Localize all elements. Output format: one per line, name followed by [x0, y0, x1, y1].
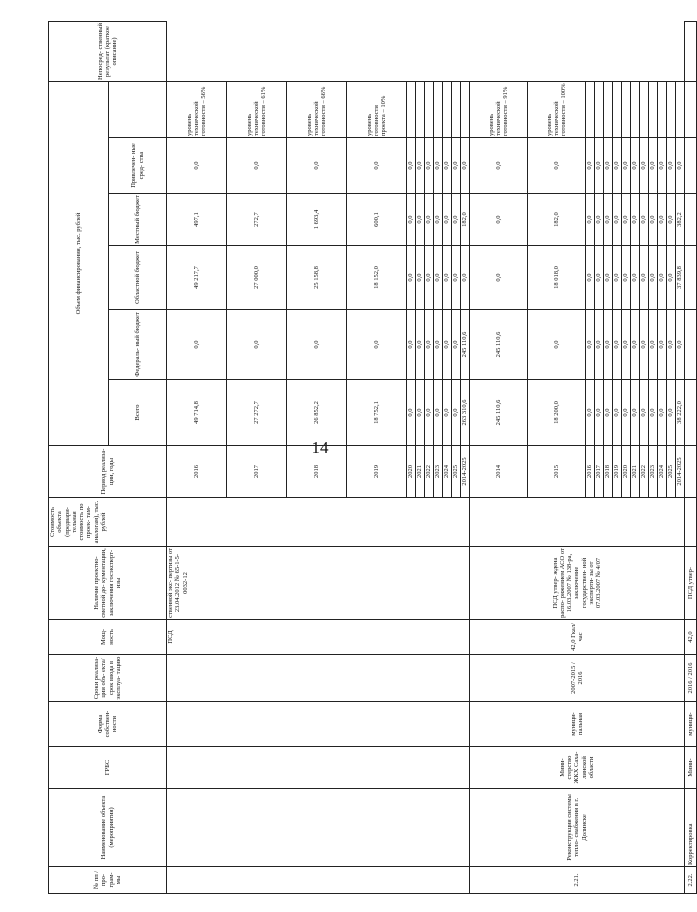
capacity: 42,0 Гкал/час: [470, 620, 685, 655]
cell-total: 0,0: [640, 380, 649, 446]
cell-result: [658, 82, 667, 138]
object-name: Реконструкция системы тепло- снабжения в г. Долинске: [470, 789, 685, 867]
cell-attracted: 0,0: [667, 138, 676, 194]
grbs: Мини-: [685, 747, 697, 789]
cell-regional: 0,0: [622, 246, 631, 310]
cell-regional: 0,0: [649, 246, 658, 310]
cell-period: 2021: [416, 446, 425, 498]
cell-attracted: 0,0: [452, 138, 461, 194]
cell-local: 0,0: [586, 194, 595, 246]
row-number: 2.21.: [470, 867, 685, 894]
cell-total: 0,0: [434, 380, 443, 446]
cell-period: 2017: [595, 446, 604, 498]
cell-period: 2018: [604, 446, 613, 498]
cell-federal: 0,0: [667, 310, 676, 380]
cell-federal: 0,0: [347, 310, 407, 380]
cell-local: 0,0: [434, 194, 443, 246]
cell-attracted: 0,0: [167, 138, 227, 194]
cell-period: 2014-2025: [676, 446, 685, 498]
cell-total: 18 200,0: [528, 380, 586, 446]
header-capacity: Мощ- ность: [49, 620, 167, 655]
cell-period: 2019: [347, 446, 407, 498]
cell-period: 2025: [452, 446, 461, 498]
cell-empty: [685, 82, 697, 138]
header-ownership: Форма собствен- ности: [49, 702, 167, 747]
carry-name: [167, 789, 470, 867]
cell-local: 0,0: [416, 194, 425, 246]
cell-period: 2022: [425, 446, 434, 498]
cell-empty: [685, 138, 697, 194]
cell-attracted: 0,0: [347, 138, 407, 194]
cell-federal: 0,0: [649, 310, 658, 380]
cell-local: 0,0: [452, 194, 461, 246]
cell-result: [416, 82, 425, 138]
cell-result: [461, 82, 470, 138]
cell-regional: 0,0: [640, 246, 649, 310]
cell-local: 0,0: [622, 194, 631, 246]
cell-total: 0,0: [586, 380, 595, 446]
page-number: 14: [311, 438, 329, 457]
cell-total: 0,0: [595, 380, 604, 446]
cell-period: 2023: [649, 446, 658, 498]
cell-period: 2023: [434, 446, 443, 498]
cell-attracted: 0,0: [443, 138, 452, 194]
cell-total: 38 222,0: [676, 380, 685, 446]
header-result: Непосред- ственный результат (краткое описание): [49, 22, 167, 82]
cell-federal: 0,0: [452, 310, 461, 380]
cell-attracted: 0,0: [613, 138, 622, 194]
cell-empty: [685, 446, 697, 498]
cell-period: 2015: [528, 446, 586, 498]
cell-regional: 0,0: [452, 246, 461, 310]
cell-total: 0,0: [425, 380, 434, 446]
cell-total: 0,0: [604, 380, 613, 446]
cell-total: 0,0: [667, 380, 676, 446]
cell-total: 18 752,1: [347, 380, 407, 446]
cell-attracted: 0,0: [227, 138, 287, 194]
cell-attracted: 0,0: [407, 138, 416, 194]
cell-total: 245 110,6: [470, 380, 528, 446]
cell-local: 0,0: [640, 194, 649, 246]
cell-federal: 0,0: [622, 310, 631, 380]
cell-total: 0,0: [613, 380, 622, 446]
cell-result: уровень технической готовности – 56%: [167, 82, 227, 138]
terms: 2007-2015 / 2016: [470, 655, 685, 702]
cell-federal: 0,0: [407, 310, 416, 380]
cell-federal: 0,0: [631, 310, 640, 380]
cell-regional: 0,0: [407, 246, 416, 310]
carry-psd: ственной экс- пертизы от 23.04.2012 № 65-1-5-0032-12: [167, 547, 470, 620]
header-grbs: ГРБС: [49, 747, 167, 789]
cell-total: 0,0: [452, 380, 461, 446]
cell-empty: [685, 498, 697, 547]
cell-regional: 0,0: [658, 246, 667, 310]
cell-total: 49 714,8: [167, 380, 227, 446]
cell-attracted: 0,0: [287, 138, 347, 194]
cell-regional: 27 000,0: [227, 246, 287, 310]
table-row-2-21: [470, 22, 528, 894]
cell-local: 0,0: [649, 194, 658, 246]
cell-attracted: 0,0: [470, 138, 528, 194]
cell-period: 2021: [631, 446, 640, 498]
cell-federal: 0,0: [613, 310, 622, 380]
cell-result: уровень технической готовности – 66%: [287, 82, 347, 138]
cell-attracted: 0,0: [528, 138, 586, 194]
cell-regional: 0,0: [604, 246, 613, 310]
ownership: муници-: [685, 702, 697, 747]
cell-total: 0,0: [416, 380, 425, 446]
cell-regional: 49 217,7: [167, 246, 227, 310]
cell-period: 2014: [470, 446, 528, 498]
cell-federal: 0,0: [528, 310, 586, 380]
header-period: Период реализа- ции, годы: [49, 446, 167, 498]
cell-total: 0,0: [407, 380, 416, 446]
cell-total: 27 272,7: [227, 380, 287, 446]
cell-federal: 245 110,6: [461, 310, 470, 380]
cell-regional: 0,0: [416, 246, 425, 310]
cell-attracted: 0,0: [434, 138, 443, 194]
cell-result: уровень технической готовности – 91%: [470, 82, 528, 138]
object-name: Корректировка: [685, 789, 697, 867]
header-terms: Сроки реализа- ции объ- екта/срок ввода в эксплуа- тацию: [49, 655, 167, 702]
cell-period: 2014-2025: [461, 446, 470, 498]
header-row: [49, 22, 109, 894]
cell-local: 0,0: [658, 194, 667, 246]
cell-regional: 37 839,8: [676, 246, 685, 310]
cell-regional: 18 152,0: [347, 246, 407, 310]
cell-federal: 0,0: [640, 310, 649, 380]
cell-total: 26 852,2: [287, 380, 347, 446]
cell-result: [407, 82, 416, 138]
cell-local: 0,0: [407, 194, 416, 246]
cell-regional: 18 018,0: [528, 246, 586, 310]
cell-federal: 0,0: [416, 310, 425, 380]
cell-attracted: 0,0: [586, 138, 595, 194]
cell-total: 0,0: [649, 380, 658, 446]
cell-period: 2016: [167, 446, 227, 498]
cell-federal: 0,0: [287, 310, 347, 380]
cell-result: [613, 82, 622, 138]
cell-local: 182,0: [528, 194, 586, 246]
cell-period: 2017: [227, 446, 287, 498]
cell-total: 0,0: [443, 380, 452, 446]
cell-local: 0,0: [595, 194, 604, 246]
cell-local: 0,0: [667, 194, 676, 246]
cell-federal: 0,0: [167, 310, 227, 380]
capacity: 42,0: [685, 620, 697, 655]
cell-result: [425, 82, 434, 138]
cell-local: 182,0: [461, 194, 470, 246]
ownership: муници- пальная: [470, 702, 685, 747]
cell-regional: 0,0: [667, 246, 676, 310]
header-federal: Федераль- ный бюджет: [109, 310, 167, 380]
cell-local: 0,0: [613, 194, 622, 246]
cell-attracted: 0,0: [622, 138, 631, 194]
cell-federal: 0,0: [595, 310, 604, 380]
cell-regional: 25 158,8: [287, 246, 347, 310]
cell-attracted: 0,0: [595, 138, 604, 194]
header-psd: Наличие проектно- сметной до- кументации, заключения госэксперт- изы: [49, 547, 167, 620]
cell-period: 2016: [586, 446, 595, 498]
cell-federal: 0,0: [425, 310, 434, 380]
cell-regional: 0,0: [586, 246, 595, 310]
cell-empty: [685, 310, 697, 380]
cell-result: [604, 82, 613, 138]
cell-empty: [685, 22, 697, 82]
table-row: [167, 22, 227, 894]
cell-attracted: 0,0: [425, 138, 434, 194]
cell-result: [434, 82, 443, 138]
cell-result: [640, 82, 649, 138]
cell-period: 2025: [667, 446, 676, 498]
cell-total: 0,0: [631, 380, 640, 446]
carry-num: [167, 867, 470, 894]
investment-table: [48, 21, 697, 894]
cell-result: [622, 82, 631, 138]
cell-period: 2020: [407, 446, 416, 498]
table-row-2-22: [685, 22, 697, 894]
header-num: № пп / про- грам- мы: [49, 867, 167, 894]
cell-regional: 0,0: [470, 246, 528, 310]
cell-local: 0,0: [604, 194, 613, 246]
header-cost: Стоимость объекта (предвари- тельная стоимость по проек- там- аналогам), тыс. рублей: [49, 498, 167, 547]
cell-result: [676, 82, 685, 138]
cell-attracted: 0,0: [461, 138, 470, 194]
cell-federal: 0,0: [227, 310, 287, 380]
header-attracted: Привлечен- ные сред- ства: [109, 138, 167, 194]
cell-local: 0,0: [470, 194, 528, 246]
cell-result: [667, 82, 676, 138]
cell-result: уровень технической готовности – 100%: [528, 82, 586, 138]
cell-result: [595, 82, 604, 138]
carry-capacity: ПСД: [167, 620, 470, 655]
cell-total: 263 310,6: [461, 380, 470, 446]
cell-local: 0,0: [425, 194, 434, 246]
cell-period: 2024: [658, 446, 667, 498]
carry-terms: [167, 655, 470, 702]
cell-federal: 0,0: [676, 310, 685, 380]
cell-attracted: 0,0: [676, 138, 685, 194]
grbs: Мини- стерство ЖКХ Саха- линской области: [470, 747, 685, 789]
row-number: 2.22.: [685, 867, 697, 894]
cell-attracted: 0,0: [631, 138, 640, 194]
cell-federal: 0,0: [586, 310, 595, 380]
cell-local: 497,1: [167, 194, 227, 246]
terms: 2016 / 2016: [685, 655, 697, 702]
cell-attracted: 0,0: [649, 138, 658, 194]
psd-status: ПСД утвер-: [685, 547, 697, 620]
header-name: Наименование объекта (мероприятия): [49, 789, 167, 867]
cost: [470, 498, 685, 547]
cell-attracted: 0,0: [658, 138, 667, 194]
cell-period: 2024: [443, 446, 452, 498]
header-total: Всего: [109, 380, 167, 446]
cell-empty: [685, 380, 697, 446]
cell-total: 0,0: [622, 380, 631, 446]
cell-federal: 0,0: [434, 310, 443, 380]
carry-ownership: [167, 702, 470, 747]
cell-federal: 0,0: [604, 310, 613, 380]
cell-result: [649, 82, 658, 138]
cell-result: уровень готовности проекта – 10%: [347, 82, 407, 138]
header-regional: Областной бюджет: [109, 246, 167, 310]
cell-result: уровень технической готовности – 61%: [227, 82, 287, 138]
cell-result: [443, 82, 452, 138]
cell-federal: 0,0: [443, 310, 452, 380]
cell-period: 2020: [622, 446, 631, 498]
cell-result: [586, 82, 595, 138]
cell-regional: 0,0: [434, 246, 443, 310]
cell-period: 2019: [613, 446, 622, 498]
cell-local: 600,1: [347, 194, 407, 246]
cell-period: 2018: [287, 446, 347, 498]
header-local: Местный бюджет: [109, 194, 167, 246]
cell-federal: 0,0: [658, 310, 667, 380]
cell-period: 2022: [640, 446, 649, 498]
cell-attracted: 0,0: [640, 138, 649, 194]
cell-federal: 245 110,6: [470, 310, 528, 380]
cell-local: 0,0: [443, 194, 452, 246]
cell-result: [452, 82, 461, 138]
cell-attracted: 0,0: [416, 138, 425, 194]
cell-regional: 0,0: [595, 246, 604, 310]
rotated-page: [48, 22, 694, 894]
carry-cost: [167, 498, 470, 547]
cell-regional: 0,0: [631, 246, 640, 310]
cell-local: 1 693,4: [287, 194, 347, 246]
cell-local: 0,0: [631, 194, 640, 246]
cell-regional: 0,0: [425, 246, 434, 310]
psd-status: ПСД утвер- ждена распо- ряжением АСО от 16.03.2007 № 138-ра, заключение государствен- ной эксперти- зы от 07.03.2007 № 4/07: [470, 547, 685, 620]
cell-empty: [685, 246, 697, 310]
cell-result: [631, 82, 640, 138]
header-funding-group: Объем финансирования, тыс. рублей: [49, 82, 109, 446]
cell-regional: 0,0: [613, 246, 622, 310]
cell-local: 272,7: [227, 194, 287, 246]
cell-attracted: 0,0: [604, 138, 613, 194]
cell-local: 382,2: [676, 194, 685, 246]
carry-grbs: [167, 747, 470, 789]
cell-regional: 0,0: [443, 246, 452, 310]
cell-total: 0,0: [658, 380, 667, 446]
cell-regional: 0,0: [461, 246, 470, 310]
cell-empty: [685, 194, 697, 246]
